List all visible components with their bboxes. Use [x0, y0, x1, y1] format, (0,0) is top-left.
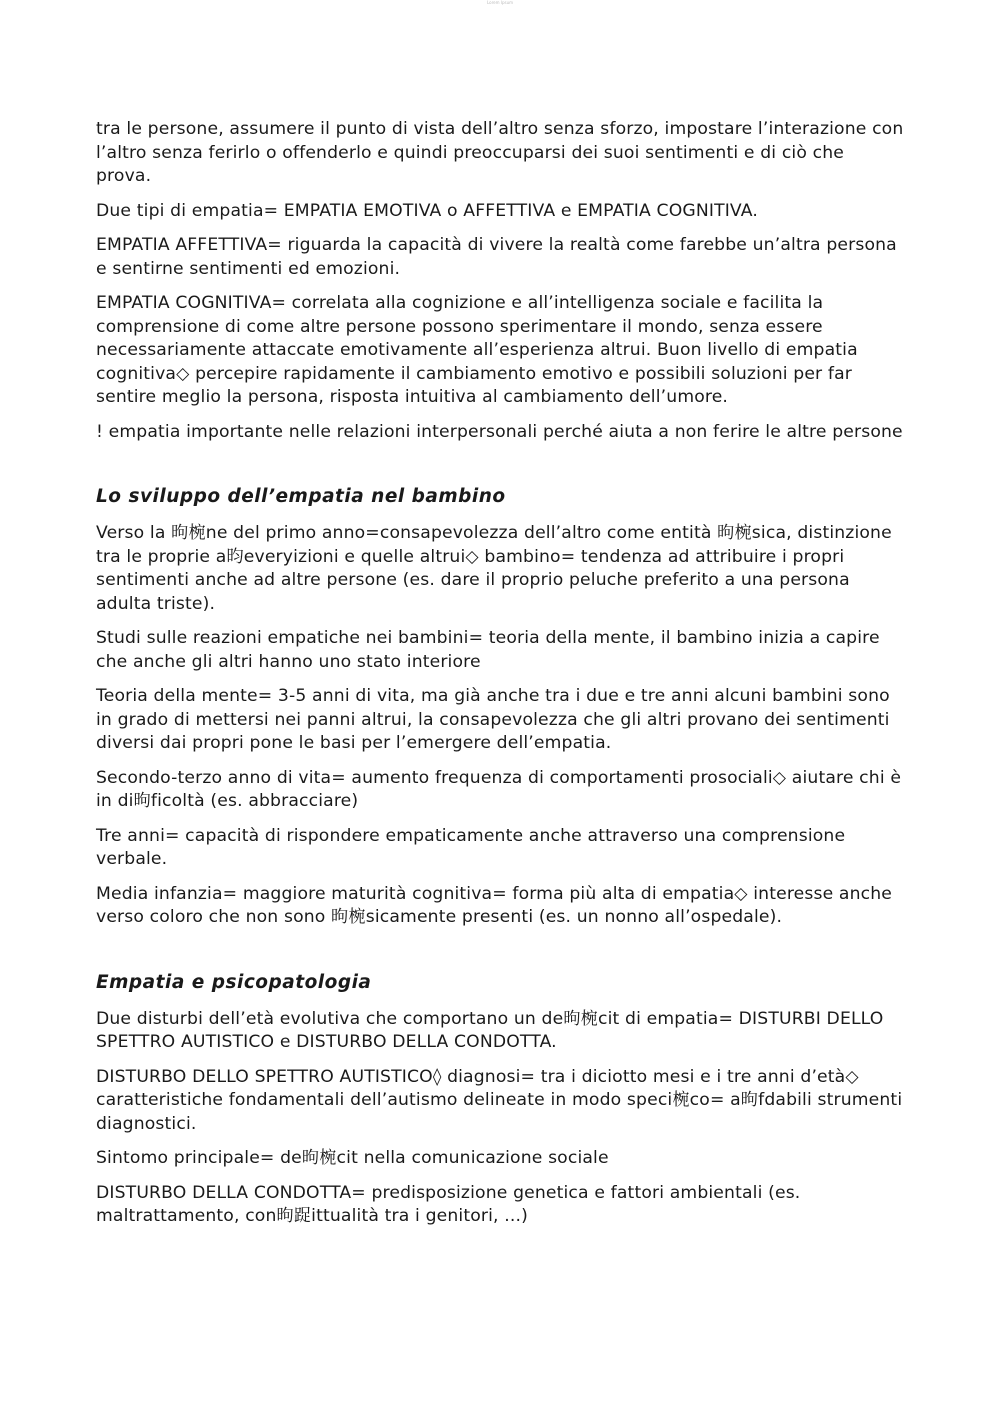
para-empatia-affettiva: EMPATIA AFFETTIVA= riguarda la capacità di vivere la realtà come farebbe un’altra persona e sentirne sentimenti ed emozioni. — [96, 235, 897, 279]
para-disturbo-condotta: DISTURBO DELLA CONDOTTA= predisposizione genetica e fattori ambientali (es. maltrattamento, con昫踀ittualità tra i genitori, ...) — [96, 1182, 801, 1226]
para-due-disturbi: Due disturbi dell’età evolutiva che comportano un de昫椀cit di empatia= DISTURBI DELLO SPETTRO AUTISTICO e DISTURBO DELLA CONDOTTA. — [96, 1008, 884, 1052]
para-primo-anno: Verso la 昫椀ne del primo anno=consapevolezza dell’altro come entità 昫椀sica, distinzione tra le proprie a昀everyizioni e quelle altrui◇ bambino= tendenza ad attribuire i propri sentimenti anche ad altre persone (es. dare il proprio peluche preferito a una persona adulta triste). — [96, 523, 892, 614]
para-empatia-cognitiva: EMPATIA COGNITIVA= correlata alla cognizione e all’intelligenza sociale e facilita la comprensione di come altre persone possono sperimentare il mondo, senza essere necessariamente attaccate emotivamente all’esperienza altrui. Buon livello di empatia cognitiva◇ percepire rapidamente il cambiamento emotivo e possibili soluzioni per far sentire meglio la persona, risposta intuitiva al cambiamento dell’umore. — [96, 293, 858, 407]
para-spettro-autistico: DISTURBO DELLO SPETTRO AUTISTICO◊ diagnosi= tra i diciotto mesi e i tre anni d’età◇ caratteristiche fondamentali dell’autismo delineate in modo speci椀co= a昫fdabili strumenti diagnostici. — [96, 1066, 903, 1134]
heading-empatia-psicopatologia: Empatia e psicopatologia — [96, 971, 372, 993]
header-watermark: Lorem Ipsum — [486, 0, 514, 5]
para-tre-anni: Tre anni= capacità di rispondere empaticamente anche attraverso una comprensione verbale. — [96, 825, 846, 869]
para-sintomo-principale: Sintomo principale= de昫椀cit nella comunicazione sociale — [96, 1148, 609, 1168]
para-empatia-importante: ! empatia importante nelle relazioni interpersonali perché aiuta a non ferire le altre persone — [96, 421, 903, 442]
para-secondo-terzo-anno: Secondo-terzo anno di vita= aumento frequenza di comportamenti prosociali◇ aiutare chi è in di昫ficoltà (es. abbracciare) — [96, 767, 902, 811]
heading-sviluppo-empatia: Lo sviluppo dell’empatia nel bambino — [96, 486, 506, 507]
para-two-types: Due tipi di empatia= EMPATIA EMOTIVA o AFFETTIVA e EMPATIA COGNITIVA. — [96, 200, 758, 221]
para-intro-continuation: tra le persone, assumere il punto di vista dell’altro senza sforzo, impostare l’interazione con l’altro senza ferirlo o offenderlo e quindi preoccuparsi dei suoi sentimenti e di ciò che prova. — [96, 119, 904, 186]
document-page — [96, 118, 904, 1240]
para-teoria-mente: Teoria della mente= 3-5 anni di vita, ma già anche tra i due e tre anni alcuni bambini sono in grado di mettersi nei panni altrui, la consapevolezza che gli altri provano dei sentimenti diversi dai propri pone le basi per l’emergere dell’empatia. — [96, 686, 890, 753]
para-studi-reazioni: Studi sulle reazioni empatiche nei bambini= teoria della mente, il bambino inizia a capire che anche gli altri hanno uno stato interiore — [96, 628, 880, 672]
para-media-infanzia: Media infanzia= maggiore maturità cognitiva= forma più alta di empatia◇ interesse anche verso coloro che non sono 昫椀sicamente presenti (es. un nonno all’ospedale). — [96, 883, 893, 927]
